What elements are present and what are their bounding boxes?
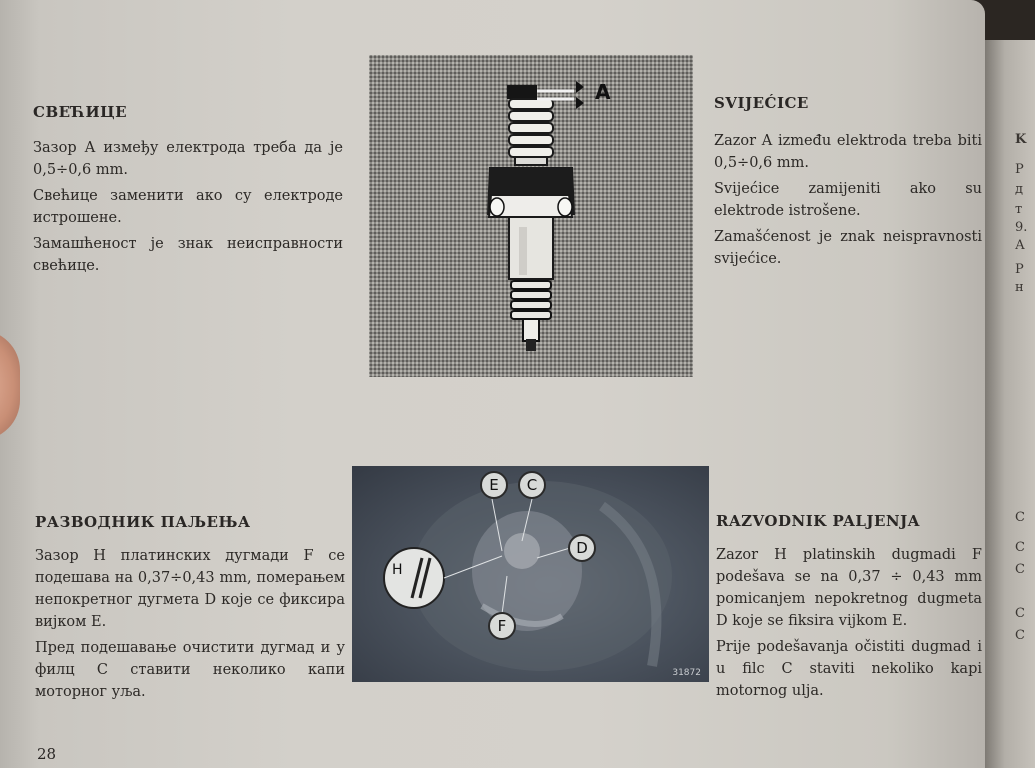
text-svijecice-latin (714, 130, 982, 274)
next-page-fragment: н (1015, 280, 1024, 295)
heading-razvodnik-cyrillic: РАЗВОДНИК ПАЉЕЊА (35, 513, 251, 531)
heading-svecice-cyrillic: СВЕЋИЦЕ (33, 103, 128, 121)
spark-plug-figure (369, 55, 693, 377)
text-razvodnik-cyrillic (35, 545, 345, 707)
next-page-fragment: 9. (1015, 220, 1028, 235)
label-h: H (392, 562, 403, 578)
text-svecice-cyrillic (33, 137, 343, 281)
paragraph: Замашћеност је знак неисправности свећице. (33, 236, 343, 274)
paragraph: Свећице заменити ако су електроде истрошене. (33, 188, 343, 226)
label-d: D (568, 534, 596, 562)
distributor-figure (352, 466, 709, 682)
paragraph: Зазор Н платинских дугмади F се подешава на 0,37÷0,43 mm, померањем непокретног дугмета D које се фиксира вијком Е. (35, 548, 345, 630)
paragraph: Zazor A između elektroda treba biti 0,5÷0,6 mm. (714, 133, 982, 171)
next-page-fragment: P (1015, 162, 1024, 177)
next-page-fragment: C (1015, 510, 1025, 525)
paragraph: Zamašćenost je znak neispravnosti svijećice. (714, 229, 982, 267)
label-a: A (595, 80, 611, 104)
heading-razvodnik-latin: RAZVODNIK PALJENJA (716, 512, 920, 530)
next-page-fragment: K (1015, 132, 1027, 147)
next-page-fragment: А (1015, 238, 1025, 253)
paragraph: Prije podešavanja očistiti dugmad i u filc C staviti nekoliko kapi motornog ulja. (716, 639, 982, 699)
paragraph: Пред подешавање очистити дугмад и у филц С ставити неколико капи моторног уља. (35, 640, 345, 700)
paragraph: Зазор А између електрода треба да је 0,5÷0,6 mm. (33, 140, 343, 178)
label-c: C (518, 471, 546, 499)
heading-svijecice-latin: SVIJEĆICE (714, 94, 809, 112)
next-page-fragment: P (1015, 262, 1024, 277)
page-number: 28 (37, 745, 57, 763)
next-page-fragment: C (1015, 562, 1025, 577)
spark-plug-illustration (369, 55, 693, 377)
text-razvodnik-latin (716, 544, 982, 706)
paragraph: Zazor H platinskih dugmadi F podešava se na 0,37 ÷ 0,43 mm pomicanjem nepokretnog dugmeta D koje se fiksira vijkom E. (716, 547, 982, 629)
next-page-fragment: д (1015, 182, 1024, 197)
paragraph: Svijećice zamijeniti ako su elektrode istrošene. (714, 181, 982, 219)
label-f: F (488, 612, 516, 640)
figure-number: 31872 (672, 668, 701, 678)
next-page-fragment: C (1015, 540, 1025, 555)
label-e: E (480, 471, 508, 499)
next-page-fragment: C (1015, 606, 1025, 621)
next-page-fragment: C (1015, 628, 1025, 643)
next-page-fragment: т (1015, 202, 1023, 217)
next-page-edge (985, 40, 1035, 768)
